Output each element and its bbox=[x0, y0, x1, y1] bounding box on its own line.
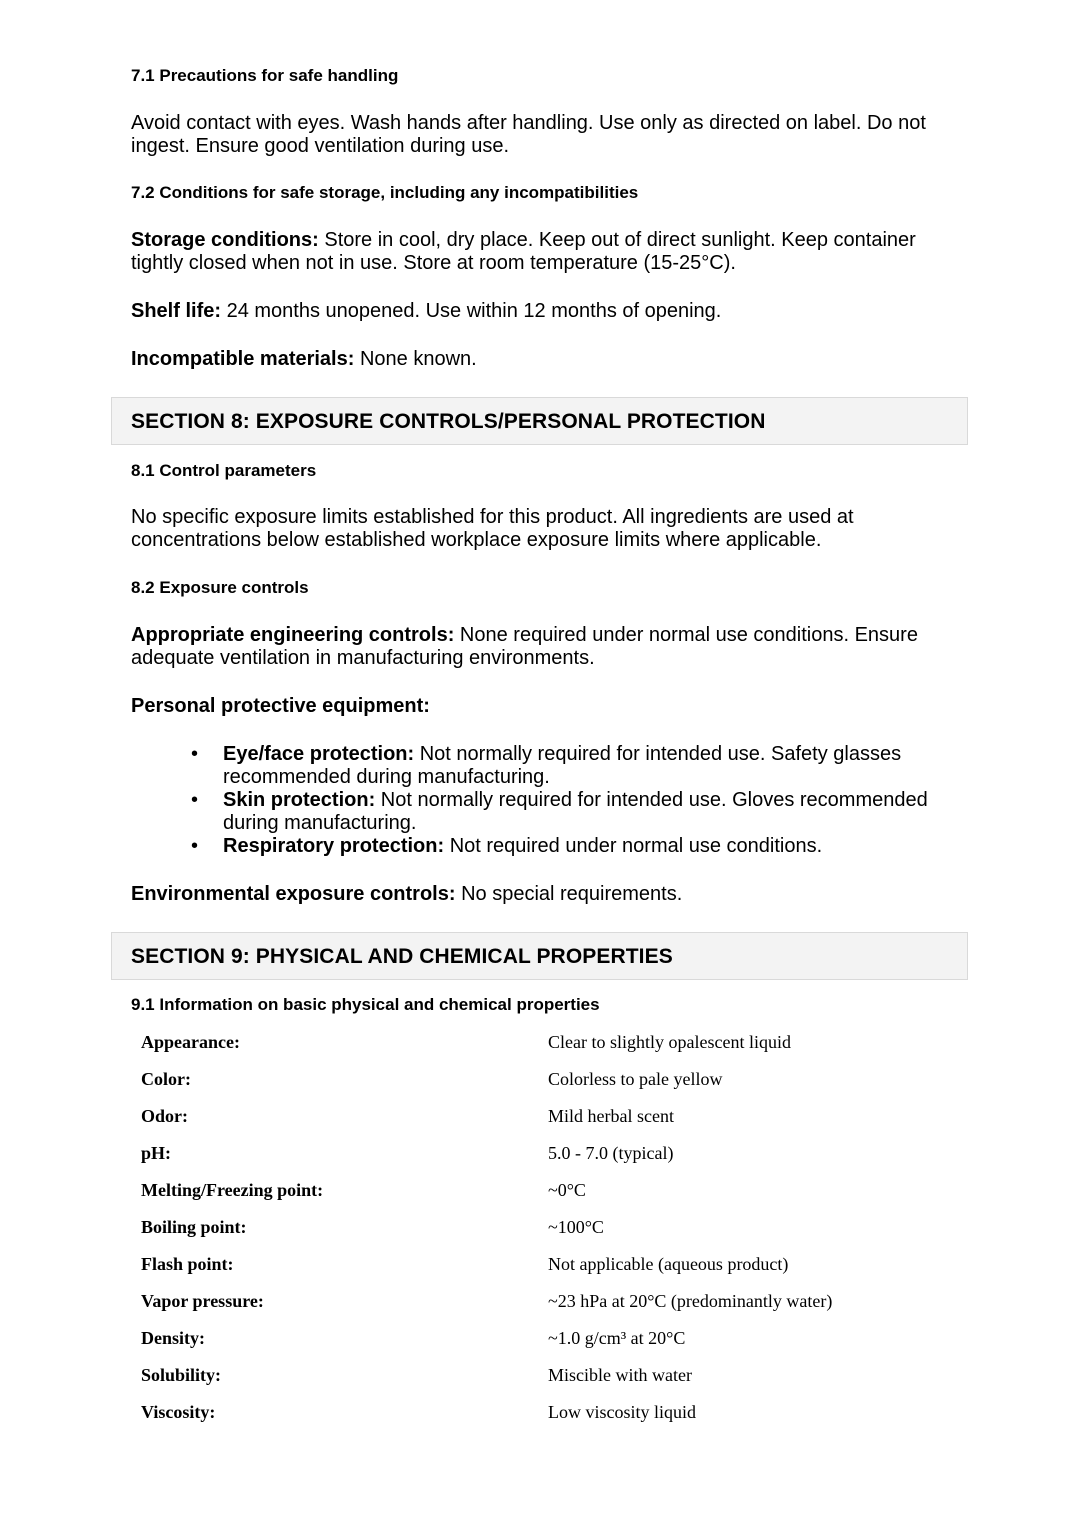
table-row bbox=[131, 1357, 961, 1394]
ppe-item-text: Not normally required for intended use. Gloves recommended during manufacturing. bbox=[223, 789, 928, 834]
incompatible-materials-paragraph bbox=[131, 348, 961, 371]
property-name: Boiling point: bbox=[141, 1217, 247, 1237]
section-9-title: SECTION 9: PHYSICAL AND CHEMICAL PROPERTIES bbox=[131, 945, 673, 968]
environmental-controls-label: Environmental exposure controls: bbox=[131, 883, 456, 905]
engineering-controls-text: None required under normal use conditions. Ensure adequate ventilation in manufacturing environments. bbox=[131, 624, 918, 669]
property-value: Mild herbal scent bbox=[548, 1106, 674, 1126]
property-name: Melting/Freezing point: bbox=[141, 1180, 324, 1200]
properties-table bbox=[131, 1024, 961, 1431]
engineering-controls-paragraph bbox=[131, 624, 961, 670]
storage-conditions-paragraph bbox=[131, 229, 961, 275]
ppe-heading bbox=[131, 695, 961, 718]
property-value: 5.0 - 7.0 (typical) bbox=[548, 1143, 674, 1163]
handling-paragraph: Avoid contact with eyes. Wash hands after handling. Use only as directed on label. Do not ingest. Ensure good ventilation during use. bbox=[131, 112, 926, 157]
engineering-controls-label: Appropriate engineering controls: bbox=[131, 624, 455, 646]
shelf-life-paragraph bbox=[131, 300, 961, 323]
environmental-controls-text: No special requirements. bbox=[455, 883, 683, 905]
ppe-label: Personal protective equipment: bbox=[131, 695, 430, 717]
shelf-life-label: Shelf life: bbox=[131, 300, 222, 322]
incompatible-materials-label: Incompatible materials: bbox=[131, 348, 355, 370]
table-row bbox=[131, 1320, 961, 1357]
property-name: Appearance: bbox=[141, 1032, 240, 1052]
property-name: Solubility: bbox=[141, 1365, 222, 1385]
table-row bbox=[131, 1394, 961, 1431]
bullet-icon: • bbox=[191, 835, 199, 857]
property-name: pH: bbox=[141, 1143, 172, 1163]
shelf-life-text: 24 months unopened. Use within 12 months of opening. bbox=[221, 300, 722, 322]
list-item bbox=[131, 743, 951, 789]
subsection-heading-8-2: 8.2 Exposure controls bbox=[131, 578, 309, 597]
table-row bbox=[131, 1172, 961, 1209]
ppe-item-text: Not normally required for intended use. Safety glasses recommended during manufacturing. bbox=[223, 743, 902, 788]
subsection-heading-7-2: 7.2 Conditions for safe storage, including any incompatibilities bbox=[131, 183, 639, 202]
list-item bbox=[131, 835, 951, 858]
environmental-controls-paragraph bbox=[131, 883, 961, 906]
bullet-icon: • bbox=[191, 789, 199, 811]
property-value: Low viscosity liquid bbox=[548, 1402, 696, 1422]
subsection-heading-8-1: 8.1 Control parameters bbox=[131, 461, 317, 480]
property-value: Colorless to pale yellow bbox=[548, 1069, 723, 1089]
storage-conditions-label: Storage conditions: bbox=[131, 229, 319, 251]
property-name: Color: bbox=[141, 1069, 191, 1089]
table-row bbox=[131, 1283, 961, 1320]
table-row bbox=[131, 1024, 961, 1061]
incompatible-materials-text: None known. bbox=[354, 348, 477, 370]
property-name: Odor: bbox=[141, 1106, 188, 1126]
property-value: Miscible with water bbox=[548, 1365, 692, 1385]
section-8-header bbox=[111, 397, 968, 445]
table-row bbox=[131, 1246, 961, 1283]
table-row bbox=[131, 1061, 961, 1098]
subsection-heading-7-1: 7.1 Precautions for safe handling bbox=[131, 66, 399, 85]
property-value: ~0°C bbox=[548, 1180, 586, 1200]
list-item bbox=[131, 789, 951, 835]
ppe-item-label: Skin protection: bbox=[223, 789, 376, 811]
ppe-item-text: Not required under normal use conditions. bbox=[444, 835, 823, 857]
property-name: Flash point: bbox=[141, 1254, 234, 1274]
table-row bbox=[131, 1098, 961, 1135]
property-name: Viscosity: bbox=[141, 1402, 216, 1422]
section-9-header bbox=[111, 932, 968, 980]
property-name: Vapor pressure: bbox=[141, 1291, 264, 1311]
storage-conditions-text: Store in cool, dry place. Keep out of direct sunlight. Keep container tightly closed when not in use. Store at room temperature (15-25°C). bbox=[131, 229, 916, 274]
ppe-item-label: Respiratory protection: bbox=[223, 835, 445, 857]
ppe-item-label: Eye/face protection: bbox=[223, 743, 415, 765]
subsection-heading-9-1: 9.1 Information on basic physical and chemical properties bbox=[131, 995, 600, 1014]
property-value: Not applicable (aqueous product) bbox=[548, 1254, 789, 1274]
table-row bbox=[131, 1209, 961, 1246]
property-value: Clear to slightly opalescent liquid bbox=[548, 1032, 791, 1052]
property-value: ~23 hPa at 20°C (predominantly water) bbox=[548, 1291, 833, 1311]
section-8-title: SECTION 8: EXPOSURE CONTROLS/PERSONAL PROTECTION bbox=[131, 410, 766, 433]
table-row bbox=[131, 1135, 961, 1172]
ppe-list bbox=[131, 743, 951, 858]
property-name: Density: bbox=[141, 1328, 205, 1348]
bullet-icon: • bbox=[191, 743, 199, 765]
property-value: ~1.0 g/cm³ at 20°C bbox=[548, 1328, 686, 1348]
property-value: ~100°C bbox=[548, 1217, 604, 1237]
control-parameters-paragraph: No specific exposure limits established for this product. All ingredients are used at concentrations below established workplace exposure limits where applicable. bbox=[131, 506, 854, 551]
